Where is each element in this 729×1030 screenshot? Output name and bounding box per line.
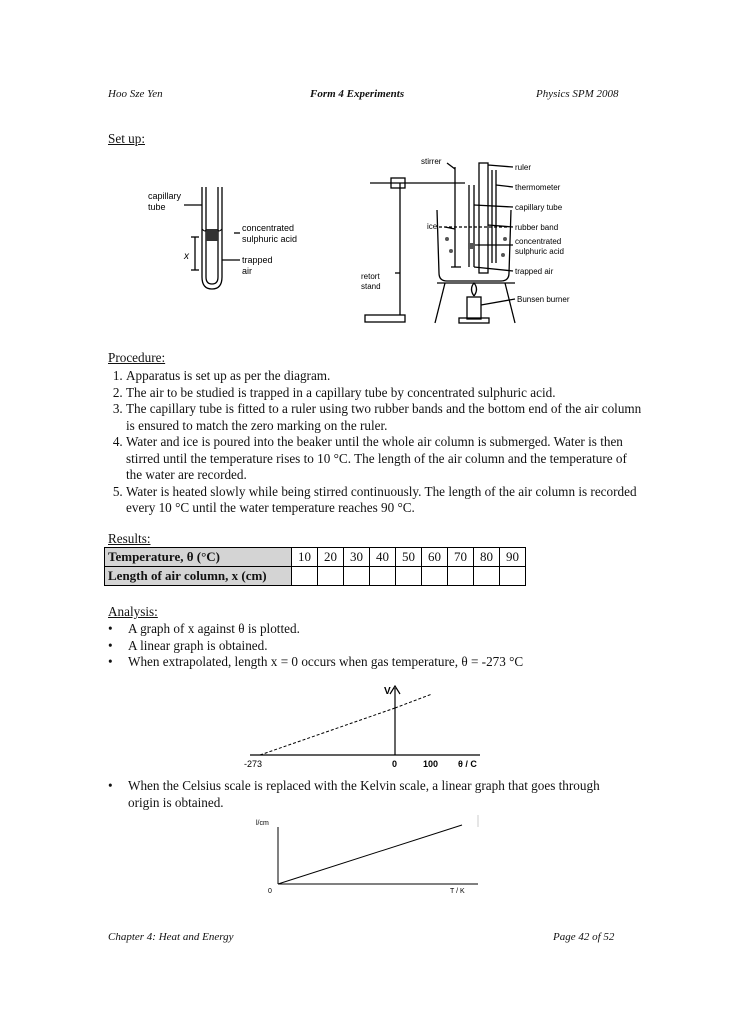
temp-cell: 80 bbox=[474, 548, 500, 567]
label-conc-acid-2: sulphuric acid bbox=[515, 247, 564, 256]
table-row bbox=[105, 567, 526, 586]
length-kelvin-graph bbox=[250, 813, 490, 898]
bullet: • bbox=[108, 778, 113, 793]
graph2-y-label: l/cm bbox=[256, 820, 269, 827]
bullet: • bbox=[108, 654, 113, 669]
analysis-item bbox=[108, 638, 628, 655]
analysis-text: When extrapolated, length x = 0 occurs when gas temperature, θ = -273 °C bbox=[128, 654, 524, 669]
length-cell bbox=[318, 567, 344, 586]
label-thermometer: thermometer bbox=[515, 183, 561, 192]
procedure-list bbox=[108, 368, 646, 517]
analysis-text: A graph of x against θ is plotted. bbox=[128, 621, 300, 636]
temperature-label: Temperature, θ (°C) bbox=[105, 548, 292, 567]
temp-cell: 10 bbox=[292, 548, 318, 567]
temp-cell: 90 bbox=[500, 548, 526, 567]
analysis-text: When the Celsius scale is replaced with the Kelvin scale, a linear graph that goes through origin is obtained. bbox=[128, 778, 600, 810]
label-conc-acid-1: concentrated bbox=[515, 237, 562, 246]
temp-cell: 20 bbox=[318, 548, 344, 567]
table-row bbox=[105, 548, 526, 567]
label-rubber-band: rubber band bbox=[515, 223, 559, 232]
label-stirrer: stirrer bbox=[421, 157, 442, 166]
length-cell bbox=[292, 567, 318, 586]
analysis-list bbox=[108, 621, 628, 671]
label-ice: ice bbox=[427, 222, 438, 231]
label-acid-2: sulphuric acid bbox=[242, 234, 298, 244]
length-cell bbox=[474, 567, 500, 586]
graph1-tick-100: 100 bbox=[423, 759, 439, 769]
label-trapped-air: trapped air bbox=[515, 267, 554, 276]
graph1-y-label: V bbox=[384, 686, 391, 697]
procedure-step: 5. Water is heated slowly while being stirred continuously. The length of the air column is recorded every 10 °C until the water temperature reaches 90 °C. bbox=[126, 484, 646, 517]
footer-page: Page 42 of 52 bbox=[553, 931, 615, 943]
label-x: x bbox=[184, 251, 189, 262]
graph2-x-label: T / K bbox=[450, 888, 465, 895]
results-heading: Results: bbox=[108, 531, 151, 546]
length-cell bbox=[448, 567, 474, 586]
temp-cell: 40 bbox=[370, 548, 396, 567]
label-acid-1: concentrated bbox=[242, 223, 295, 233]
length-cell bbox=[396, 567, 422, 586]
graph1-tick-neg: -273 bbox=[244, 759, 263, 769]
label-trapped-1: trapped bbox=[242, 255, 273, 265]
length-cell bbox=[422, 567, 448, 586]
procedure-step: 3. The capillary tube is fitted to a ruler using two rubber bands and the bottom end of the air column is ensured to match the zero marking on the ruler. bbox=[126, 401, 646, 434]
capillary-tube-diagram bbox=[140, 185, 315, 295]
length-cell bbox=[344, 567, 370, 586]
label-ruler: ruler bbox=[515, 163, 532, 172]
graph1-x-label: θ / C bbox=[458, 759, 477, 769]
graph1-tick-zero: 0 bbox=[392, 759, 398, 769]
label-trapped-2: air bbox=[242, 266, 253, 276]
temp-cell: 60 bbox=[422, 548, 448, 567]
analysis-list-2 bbox=[108, 778, 628, 811]
label-retort-2: stand bbox=[361, 282, 381, 291]
procedure-step: 2. The air to be studied is trapped in a capillary tube by concentrated sulphuric acid. bbox=[126, 385, 646, 402]
temp-cell: 70 bbox=[448, 548, 474, 567]
length-cell bbox=[500, 567, 526, 586]
analysis-heading: Analysis: bbox=[108, 604, 158, 619]
procedure-step: 4. Water and ice is poured into the beaker until the whole air column is submerged. Water is then stirred until the temperature rises to 10 °C. The length of the air column and the temperature of the water are recorded. bbox=[126, 434, 646, 484]
bullet: • bbox=[108, 621, 113, 636]
label-capillary-1: capillary bbox=[148, 191, 182, 201]
analysis-item bbox=[108, 654, 628, 671]
header-subject: Physics SPM 2008 bbox=[536, 88, 619, 100]
length-cell bbox=[370, 567, 396, 586]
apparatus-diagram bbox=[355, 155, 595, 330]
temp-cell: 30 bbox=[344, 548, 370, 567]
analysis-text: A linear graph is obtained. bbox=[128, 637, 268, 653]
procedure-step: 1. Apparatus is set up as per the diagram. bbox=[126, 368, 646, 385]
label-capillary-2: tube bbox=[148, 202, 166, 212]
procedure-heading: Procedure: bbox=[108, 350, 166, 365]
volume-celsius-graph bbox=[240, 680, 490, 770]
length-label: Length of air column, x (cm) bbox=[105, 567, 292, 586]
label-retort-1: retort bbox=[361, 272, 380, 281]
graph2-tick-zero: 0 bbox=[268, 888, 272, 895]
temp-cell: 50 bbox=[396, 548, 422, 567]
bullet: • bbox=[108, 637, 113, 653]
label-bunsen-burner: Bunsen burner bbox=[517, 295, 570, 304]
label-capillary-tube: capillary tube bbox=[515, 203, 563, 212]
results-table bbox=[104, 547, 526, 586]
analysis-item bbox=[108, 621, 628, 638]
footer-chapter: Chapter 4: Heat and Energy bbox=[108, 931, 234, 943]
analysis-item bbox=[108, 778, 628, 811]
header-title: Form 4 Experiments bbox=[310, 88, 405, 100]
setup-heading: Set up: bbox=[108, 131, 145, 146]
header-author: Hoo Sze Yen bbox=[108, 88, 163, 100]
